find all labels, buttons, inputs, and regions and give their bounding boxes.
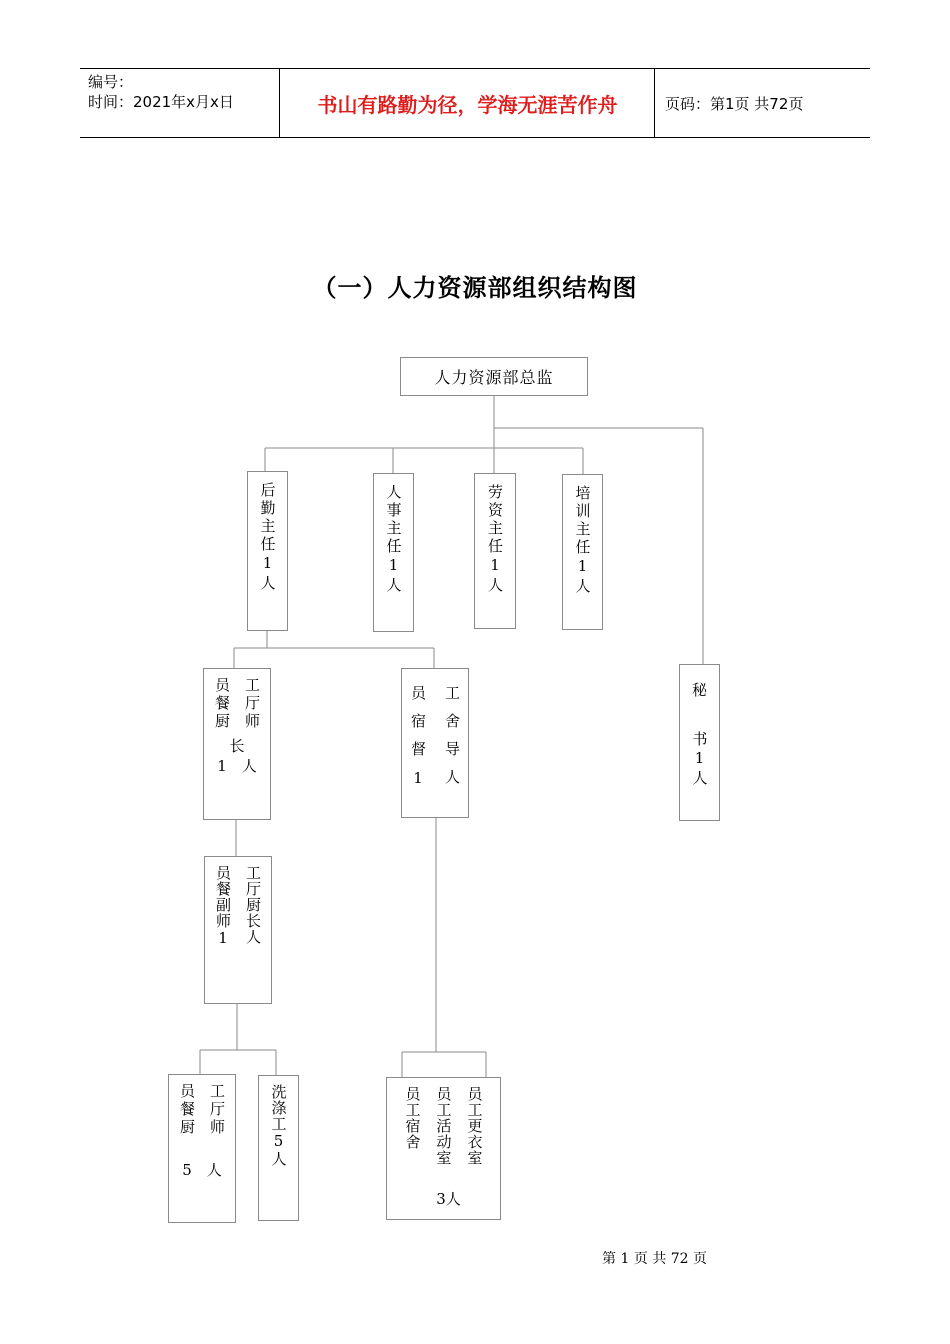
secretary-label-bottom: 书1人 [690, 731, 709, 788]
secretary-label-wrap [680, 731, 719, 788]
staff-canteen-chef-box [203, 668, 271, 820]
dorm-col-right: 工舍导人 [443, 685, 461, 797]
hr-director-label: 人力资源部总监 [434, 368, 554, 387]
training-manager-box [562, 474, 603, 630]
payroll-manager-label: 劳资主任1人 [486, 484, 504, 595]
chef-line4: 1 人 [217, 757, 257, 775]
hr-director-box [400, 357, 588, 396]
rooms-count: 3人 [436, 1190, 461, 1208]
staff-canteen-cook-box [168, 1074, 236, 1223]
rooms-col-right: 员工更衣室 [465, 1086, 484, 1166]
sous-col-left: 员餐副师1 [214, 865, 232, 948]
secretary-label-top: 秘 [691, 681, 707, 699]
dorm-col-left: 员宿督1 [409, 685, 427, 800]
personnel-manager-box [373, 473, 414, 632]
rooms-columns [387, 1086, 500, 1166]
training-manager-label: 培训主任1人 [573, 485, 592, 596]
washer-label: 洗涤工5人 [269, 1084, 288, 1167]
staff-rooms-box [386, 1077, 501, 1220]
number-label: 编号： [88, 73, 134, 91]
logistics-manager-label: 后勤主任1人 [258, 482, 277, 593]
rooms-col-left: 员工宿舍 [403, 1086, 422, 1150]
sous-col-right: 工厅厨长人 [244, 865, 262, 945]
staff-canteen-sous-chef-box [204, 856, 272, 1004]
dorm-columns [402, 685, 468, 800]
secretary-box [679, 664, 720, 821]
time-label: 时间：2021年x月x日 [88, 93, 234, 111]
chef-col-right: 工厅师 [243, 677, 261, 731]
cook-line4: 5 人 [182, 1161, 222, 1179]
logistics-manager-box [247, 471, 288, 631]
cook-columns [169, 1083, 235, 1137]
chef-col-left: 员餐厨 [213, 677, 231, 731]
cook-col-left: 员餐厨 [178, 1083, 196, 1137]
chef-columns [204, 677, 270, 731]
personnel-manager-label: 人事主任1人 [384, 484, 403, 595]
page-footer: 第 1 页 共 72 页 [602, 1251, 707, 1267]
header-page-info: 页码：第1页 共72页 [665, 94, 804, 113]
rooms-col-middle: 员工活动室 [434, 1086, 453, 1166]
page-title: （一）人力资源部组织结构图 [312, 274, 638, 302]
dorm-supervisor-box [401, 668, 469, 818]
sous-columns [205, 865, 271, 948]
cook-col-right: 工厅师 [208, 1083, 226, 1137]
chef-line3: 长 [229, 737, 245, 755]
header-motto: 书山有路勤为径，学海无涯苦作舟 [281, 69, 655, 137]
payroll-manager-box [474, 473, 516, 629]
washer-box [258, 1075, 299, 1221]
